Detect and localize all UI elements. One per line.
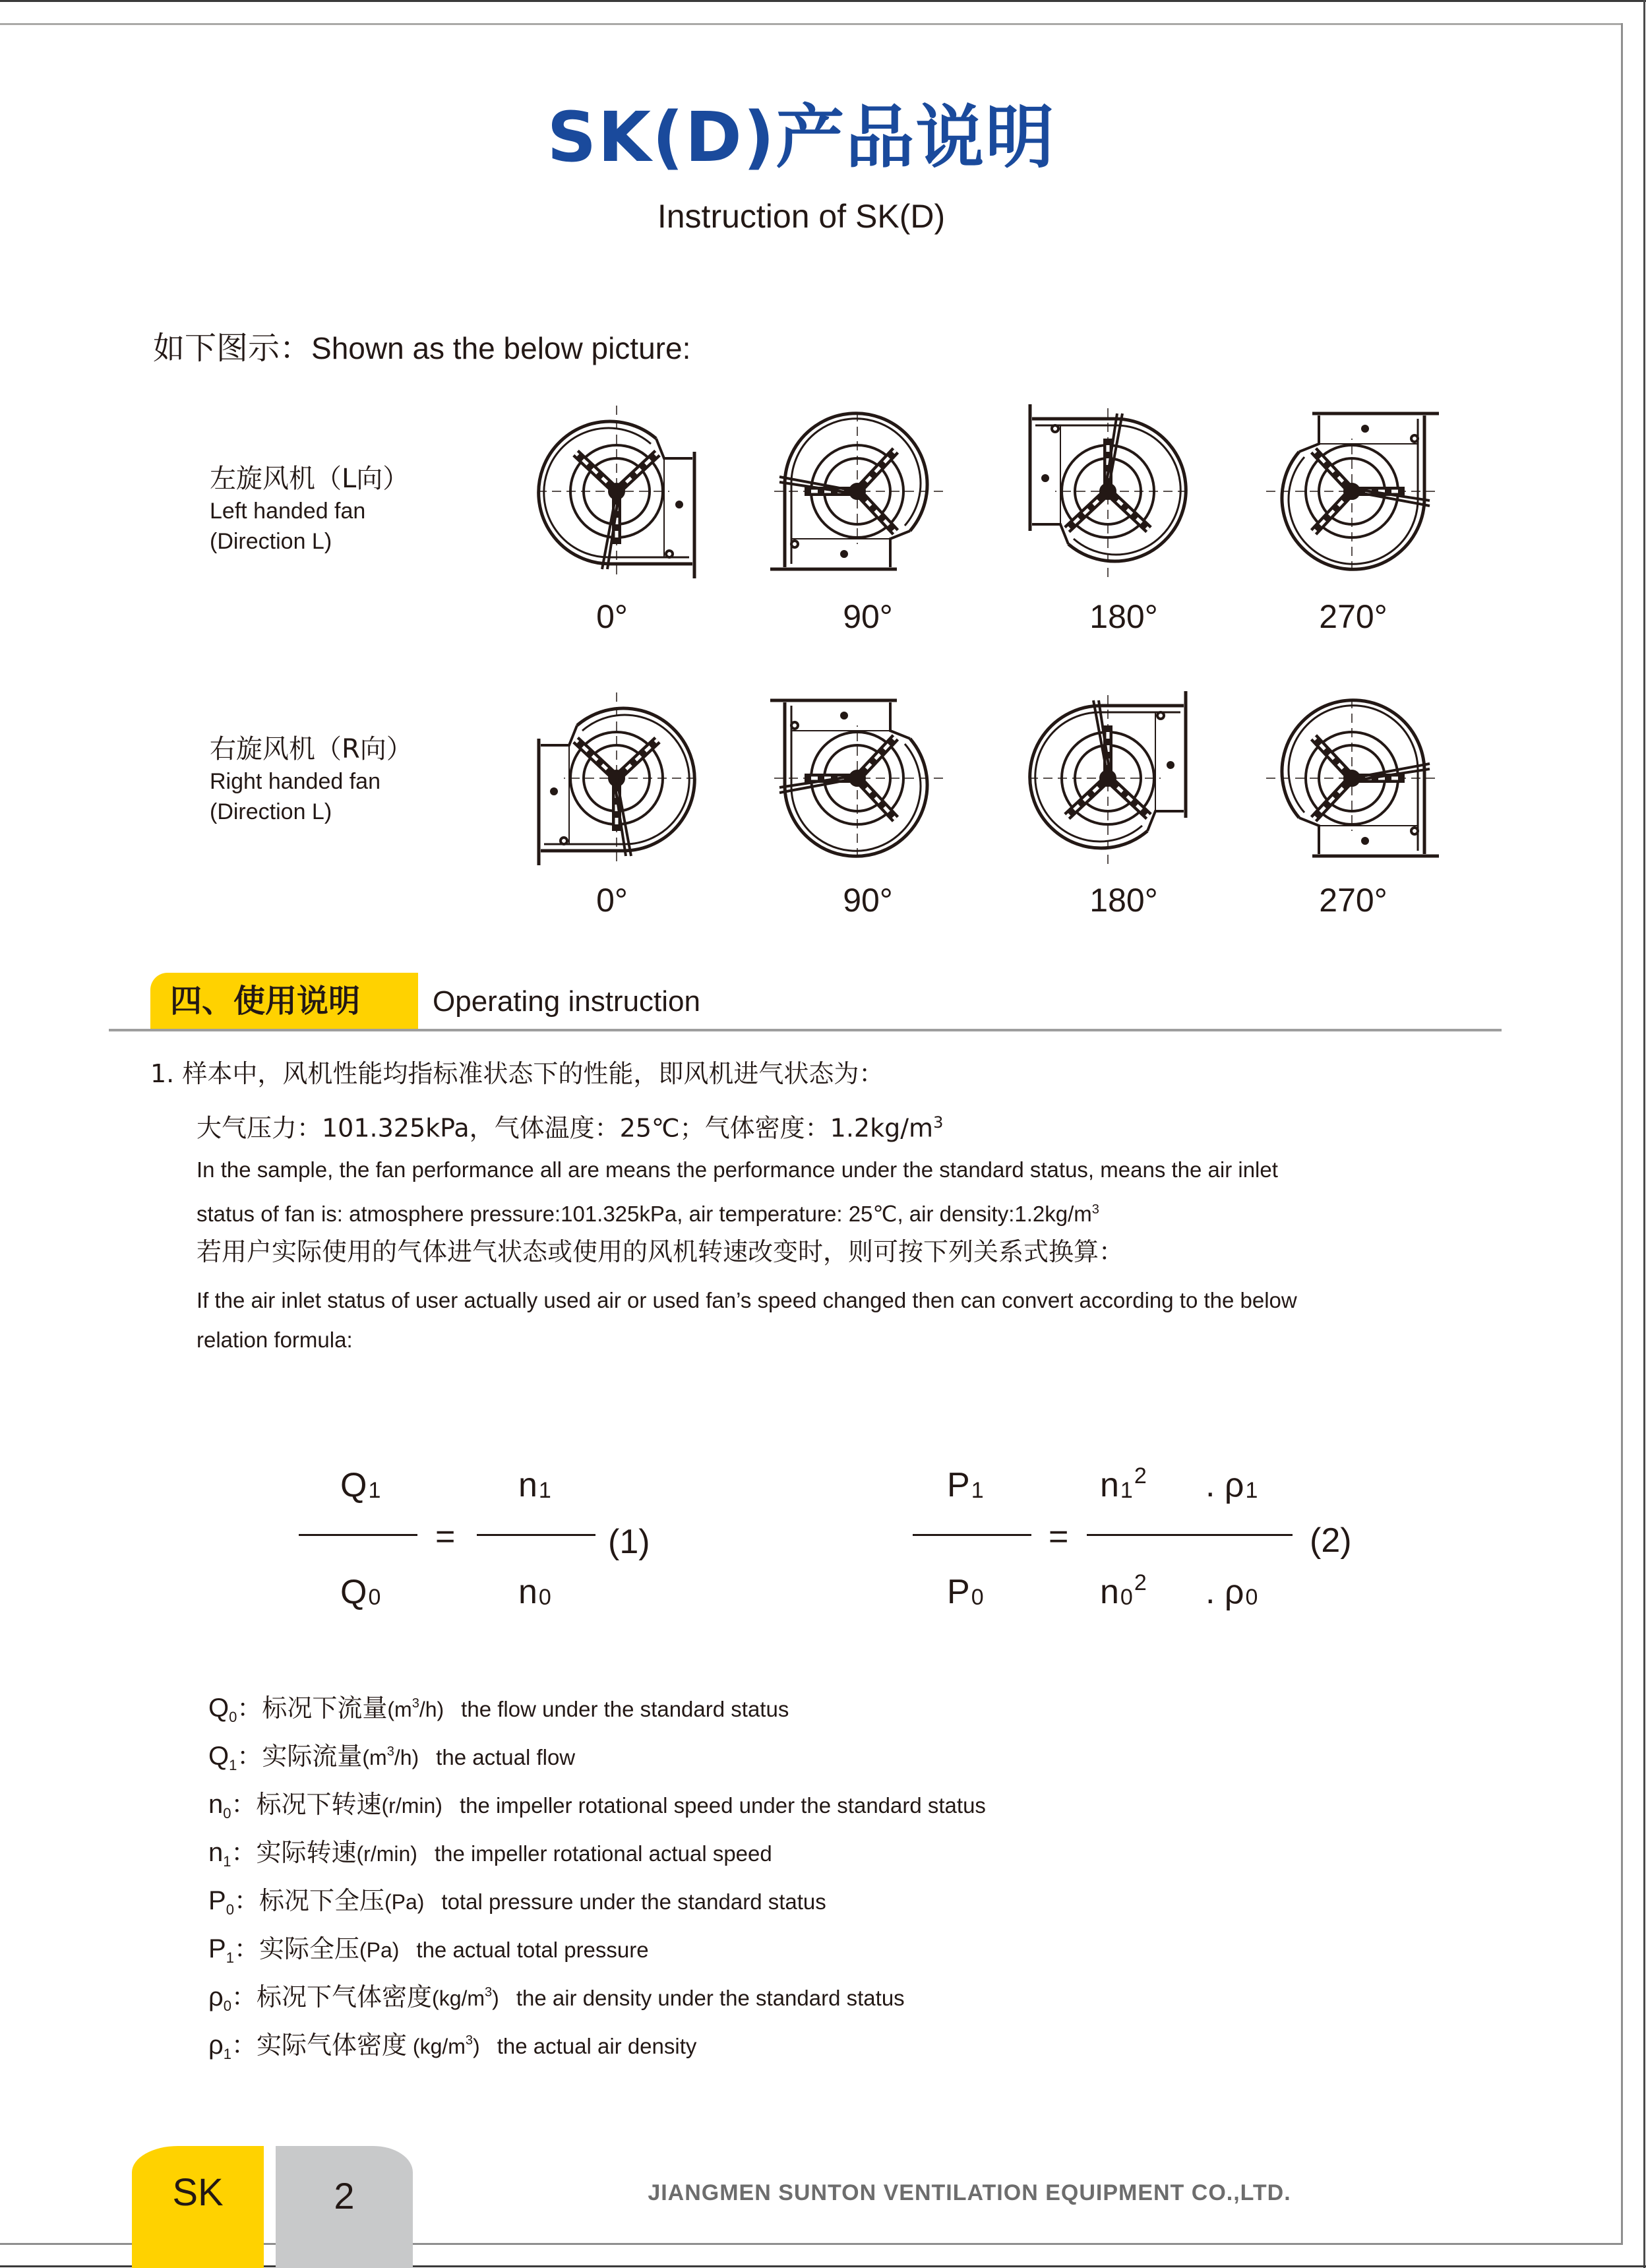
paragraph-convert-zh: 若用户实际使用的气体进气状态或使用的风机转速改变时，则可按下列关系式换算：: [197, 1237, 1124, 1266]
superscript: 3: [933, 1113, 944, 1132]
legend-zh: ：实际全压: [233, 1934, 359, 1963]
outlet-edge: [1147, 811, 1184, 831]
fan-diagram-left-270: [1253, 392, 1451, 590]
section-divider: [109, 1029, 1502, 1031]
angle-label: 270°: [1319, 882, 1387, 919]
frame-line-top: [0, 23, 1623, 25]
angle-label: 90°: [843, 598, 893, 635]
mounting-hole: [791, 541, 798, 547]
formula-2-numerator-n: $n_1^2$: [1100, 1463, 1147, 1504]
legend-unit: (r/min): [356, 1842, 417, 1866]
fan-diagram-right-180: [1009, 679, 1207, 877]
formula-1-numerator-left: $Q_1$: [340, 1466, 381, 1504]
legend-unit: $(m^3/h)$: [387, 1696, 444, 1721]
frame-line-right: [1621, 23, 1623, 2244]
fan-row-label-right: [210, 732, 413, 827]
legend-en: the flow under the standard status: [461, 1697, 789, 1721]
angle-label: 90°: [843, 882, 893, 919]
paragraph-conditions-zh: [197, 1104, 943, 1147]
fan-diagram-right-270: [1253, 679, 1451, 877]
paragraph-convert-en-2: relation formula:: [197, 1328, 353, 1352]
paragraph-1-zh: 1. 样本中，风机性能均指标准状态下的性能，即风机进气状态为：: [150, 1059, 884, 1088]
paragraph-conditions-en-1: In the sample, the fan performance all are means the performance under the standard status, means the air inlet: [197, 1157, 1278, 1182]
superscript: 3: [1091, 1202, 1099, 1217]
intro-line: [153, 328, 690, 368]
fan-diagram-left-0: [518, 392, 716, 590]
angle-label: 270°: [1319, 598, 1387, 635]
legend-zh: ：标况下全压: [233, 1886, 384, 1915]
formula-2-numerator-left: $P_1$: [947, 1466, 984, 1504]
formula-1-equals: =: [435, 1517, 456, 1556]
fan-row-label-left: [210, 462, 409, 557]
legend-item: [208, 1834, 772, 1876]
angle-label: 0°: [596, 882, 628, 919]
legend-en: total pressure under the standard status: [441, 1889, 826, 1914]
fan-label-en: Left handed fan: [210, 499, 366, 524]
legend-en: the air density under the standard status: [516, 1986, 905, 2010]
formula-2-denominator-rho: . $\rho_0$: [1205, 1573, 1258, 1611]
legend-symbol: $n_0$: [208, 1790, 231, 1822]
legend-symbol: $Q_1$: [208, 1742, 237, 1773]
legend-unit: $(kg/m^3)$: [432, 1985, 499, 2010]
legend-zh: ：实际气体密度: [231, 2031, 408, 2060]
fan-diagram-right-0: [518, 679, 716, 877]
section-title-en: Operating instruction: [433, 985, 700, 1018]
formula-1-fraction-bar-right: [477, 1534, 595, 1536]
mounting-hole: [1157, 712, 1164, 719]
angle-label: 180°: [1089, 882, 1158, 919]
outlet-edge: [890, 531, 910, 567]
fan-label-zh: 右旋风机（R向）: [210, 734, 413, 764]
legend-symbol: $\rho_1$: [208, 2031, 232, 2062]
formula-2-denominator-n: $n_0^2$: [1100, 1570, 1147, 1611]
outlet-edge: [1032, 524, 1068, 544]
mounting-hole: [1411, 435, 1418, 442]
intro-en: Shown as the below picture:: [311, 331, 691, 365]
mounting-hole: [551, 789, 557, 794]
mounting-hole: [677, 502, 682, 507]
intro-zh: 如下图示：: [153, 330, 312, 367]
formula-2-fraction-bar-right: [1087, 1534, 1293, 1536]
mounting-hole: [791, 722, 798, 729]
formula-1-denominator-right: $n_0$: [518, 1573, 551, 1611]
page-border-right: [1643, 0, 1645, 2268]
formula-1-denominator-left: $Q_0$: [340, 1573, 381, 1611]
legend-item: [208, 1690, 789, 1732]
mounting-hole: [666, 551, 673, 557]
legend-en: the impeller rotational speed under the standard status: [459, 1793, 986, 1818]
legend-unit: (r/min): [381, 1794, 442, 1818]
legend-unit: $(m^3/h)$: [362, 1744, 419, 1769]
section-title-zh: 四、使用说明: [170, 983, 361, 1020]
outlet-edge: [541, 725, 577, 745]
outlet-edge: [1299, 818, 1319, 854]
formula-1-number: (1): [608, 1523, 650, 1561]
fan-label-direction: (Direction L): [210, 799, 332, 824]
mounting-hole: [841, 713, 847, 718]
legend-symbol: $P_1$: [208, 1934, 234, 1966]
fan-label-en: Right handed fan: [210, 769, 381, 794]
legend-item: [208, 1930, 649, 1973]
fan-diagram-right-90: [758, 679, 956, 877]
legend-item: [208, 1882, 826, 1924]
mounting-hole: [841, 551, 847, 557]
mounting-hole: [1043, 475, 1048, 481]
footer-company-name: JIANGMEN SUNTON VENTILATION EQUIPMENT CO.,LTD.: [648, 2180, 1291, 2205]
legend-en: the impeller rotational actual speed: [434, 1841, 772, 1866]
legend-en: the actual air density: [497, 2034, 697, 2058]
legend-symbol: $P_0$: [208, 1886, 234, 1918]
legend-item: [208, 2027, 696, 2069]
legend-zh: ：实际流量: [237, 1742, 363, 1771]
paragraph-conditions-en-2: [197, 1194, 1099, 1230]
legend-en: the actual flow: [436, 1745, 576, 1769]
page-title: SK(D)产品说明: [547, 97, 1056, 177]
formula-2-denominator-left: $P_0$: [947, 1573, 984, 1611]
angle-label: 0°: [596, 598, 628, 635]
legend-zh: ：标况下气体密度: [231, 1982, 433, 2011]
legend-symbol: $\rho_0$: [208, 1982, 232, 2014]
mounting-hole: [1411, 828, 1418, 834]
paragraph-convert-en-1: If the air inlet status of user actually used air or used fan’s speed changed then can convert according to the below: [197, 1288, 1297, 1312]
legend-symbol: $n_1$: [208, 1838, 231, 1870]
legend-unit: (Pa): [384, 1890, 425, 1914]
fan-diagram-left-90: [758, 392, 956, 590]
page-subtitle: Instruction of SK(D): [657, 198, 946, 235]
formula-1-fraction-bar-left: [299, 1534, 417, 1536]
legend-en: the actual total pressure: [416, 1938, 649, 1962]
legend-unit: $(kg/m^3)$: [407, 2033, 480, 2058]
mounting-hole: [1168, 762, 1173, 768]
fan-diagram-left-180: [1009, 392, 1207, 590]
conditions-text: 大气压力：101.325kPa，气体温度：25℃；气体密度：1.2kg/m: [197, 1113, 934, 1143]
legend-item: [208, 1738, 575, 1780]
outlet-edge: [890, 702, 910, 739]
outlet-edge: [1299, 415, 1319, 452]
footer-series-label: SK: [172, 2171, 224, 2214]
legend-item: [208, 1786, 986, 1828]
page-border-top: [0, 0, 1646, 2]
mounting-hole: [561, 838, 567, 844]
fan-label-direction: (Direction L): [210, 529, 332, 554]
legend-zh: ：实际转速: [231, 1838, 357, 1867]
legend-unit: (Pa): [359, 1938, 400, 1962]
formula-2-fraction-bar-left: [913, 1534, 1031, 1536]
outlet-edge: [656, 439, 692, 458]
formula-2-numerator-rho: . $\rho_1$: [1205, 1466, 1258, 1504]
formula-2-equals: =: [1049, 1517, 1069, 1556]
legend-symbol: $Q_0$: [208, 1694, 237, 1725]
fan-label-zh: 左旋风机（L向）: [210, 464, 410, 494]
formula-2-number: (2): [1310, 1521, 1352, 1560]
legend-zh: ：标况下转速: [231, 1790, 382, 1819]
legend-item: [208, 1978, 905, 2021]
angle-label: 180°: [1089, 598, 1158, 635]
mounting-hole: [1362, 838, 1368, 843]
mounting-hole: [1052, 425, 1058, 432]
legend-zh: ：标况下流量: [237, 1694, 388, 1723]
conditions-en-text: status of fan is: atmosphere pressure:101.325kPa, air temperature: 25℃, air density:1.2kg/m: [197, 1202, 1092, 1226]
mounting-hole: [1362, 426, 1368, 431]
page-number: 2: [334, 2175, 355, 2217]
formula-1-numerator-right: $n_1$: [518, 1466, 551, 1504]
